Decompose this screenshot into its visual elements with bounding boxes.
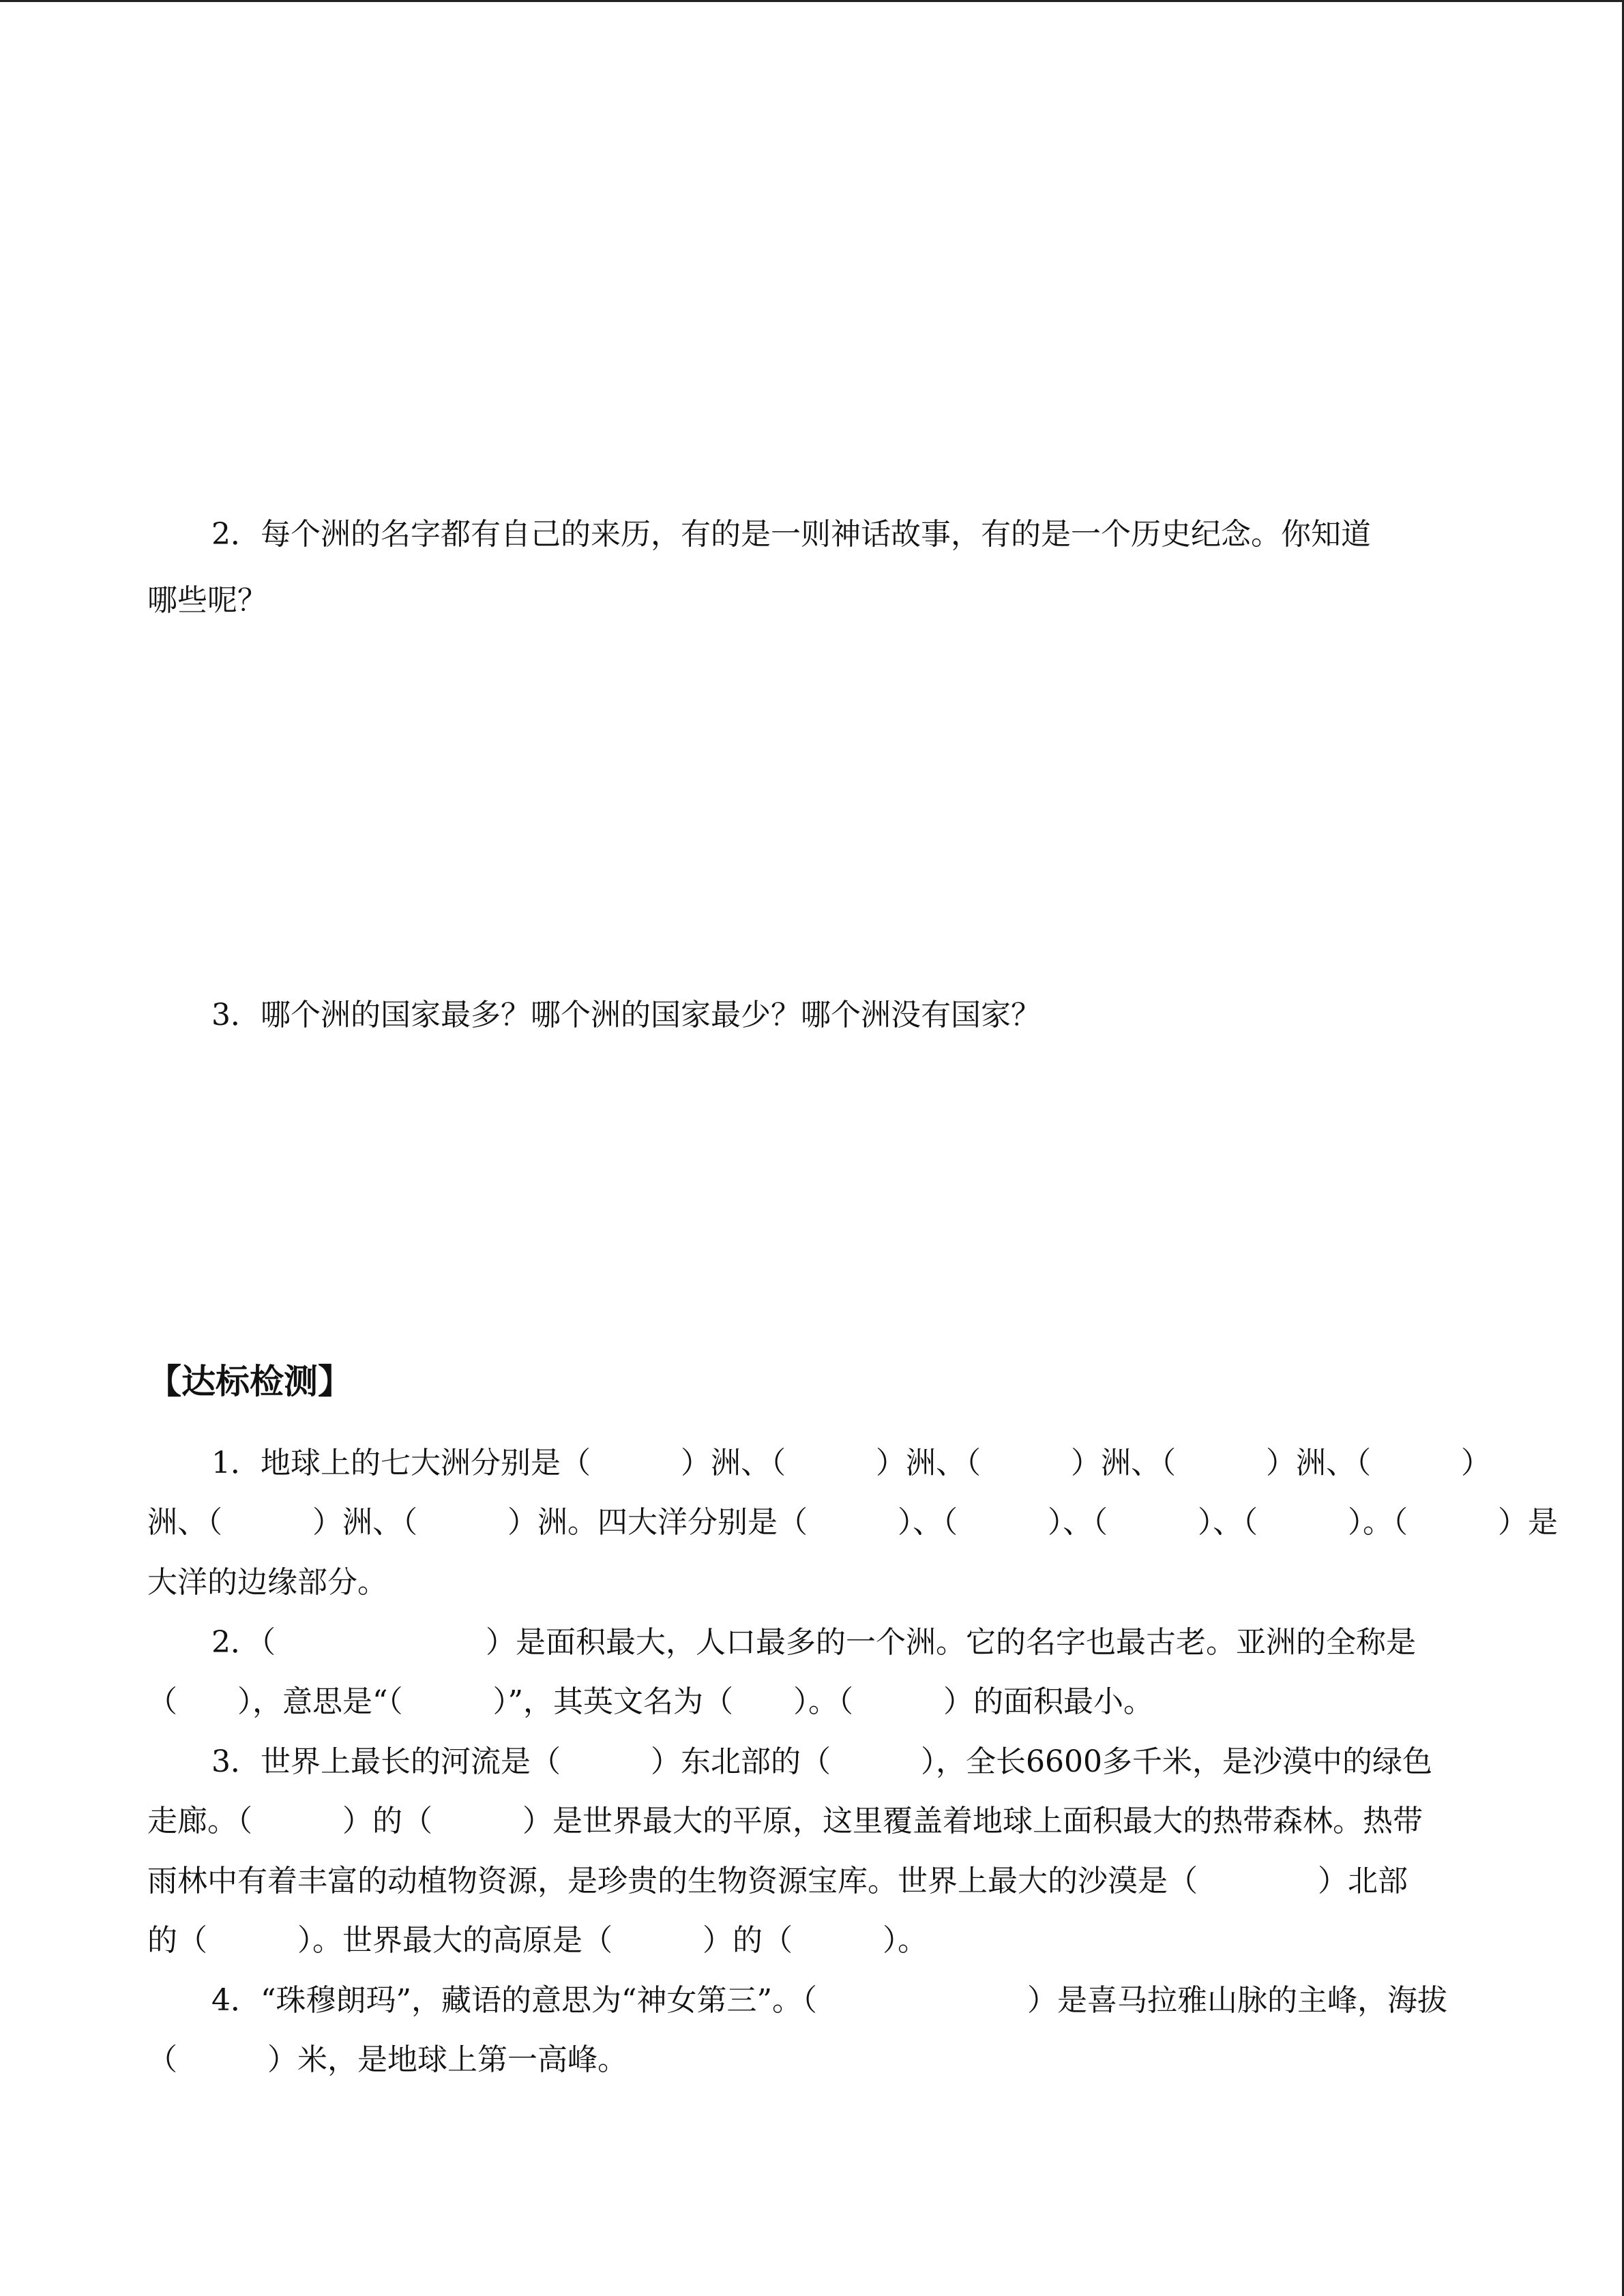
assessment-item-1-line-3: 大洋的边缘部分。 (147, 1565, 387, 1600)
assessment-item-4-line-2: （ ）米，是地球上第一高峰。 (147, 2042, 628, 2077)
assessment-item-2-line-1: 2．（ ）是面积最大，人口最多的一个洲。它的名字也最古老。亚洲的全称是 (211, 1625, 1416, 1660)
assessment-title: 【达标检测】 (147, 1362, 352, 1401)
page-top-border (0, 0, 1624, 2)
assessment-item-3-line-2: 走廊。（ ）的（ ）是世界最大的平原，这里覆盖着地球上面积最大的热带森林。热带 (147, 1804, 1423, 1838)
assessment-item-3-line-4: 的（ ）。世界最大的高原是（ ）的（ ）。 (147, 1923, 928, 1958)
question-2-line-1: 2．每个洲的名字都有自己的来历，有的是一则神话故事，有的是一个历史纪念。你知道 (211, 517, 1371, 552)
assessment-item-3-line-3: 雨林中有着丰富的动植物资源，是珍贵的生物资源宝库。世界上最大的沙漠是（ ）北部 (147, 1864, 1408, 1898)
assessment-item-4-line-1: 4．“珠穆朗玛”，藏语的意思为“神女第三”。（ ）是喜马拉雅山脉的主峰，海拔 (211, 1983, 1447, 2018)
assessment-item-3-line-1: 3．世界上最长的河流是（ ）东北部的（ ），全长6600多千米，是沙漠中的绿色 (211, 1744, 1432, 1779)
assessment-item-1-line-1: 1．地球上的七大洲分别是（ ）洲、（ ）洲、（ ）洲、（ ）洲、（ ） (211, 1446, 1491, 1480)
assessment-item-1-line-2: 洲、（ ）洲、（ ）洲。四大洋分别是（ ）、（ ）、（ ）、（ ）。（ ）是 (147, 1505, 1558, 1540)
question-2-line-2: 哪些呢？ (147, 583, 267, 618)
assessment-item-2-line-2: （ ），意思是“（ ）”，其英文名为（ ）。（ ）的面积最小。 (147, 1684, 1153, 1719)
question-3-line-1: 3．哪个洲的国家最多？哪个洲的国家最少？哪个洲没有国家？ (211, 998, 1041, 1032)
